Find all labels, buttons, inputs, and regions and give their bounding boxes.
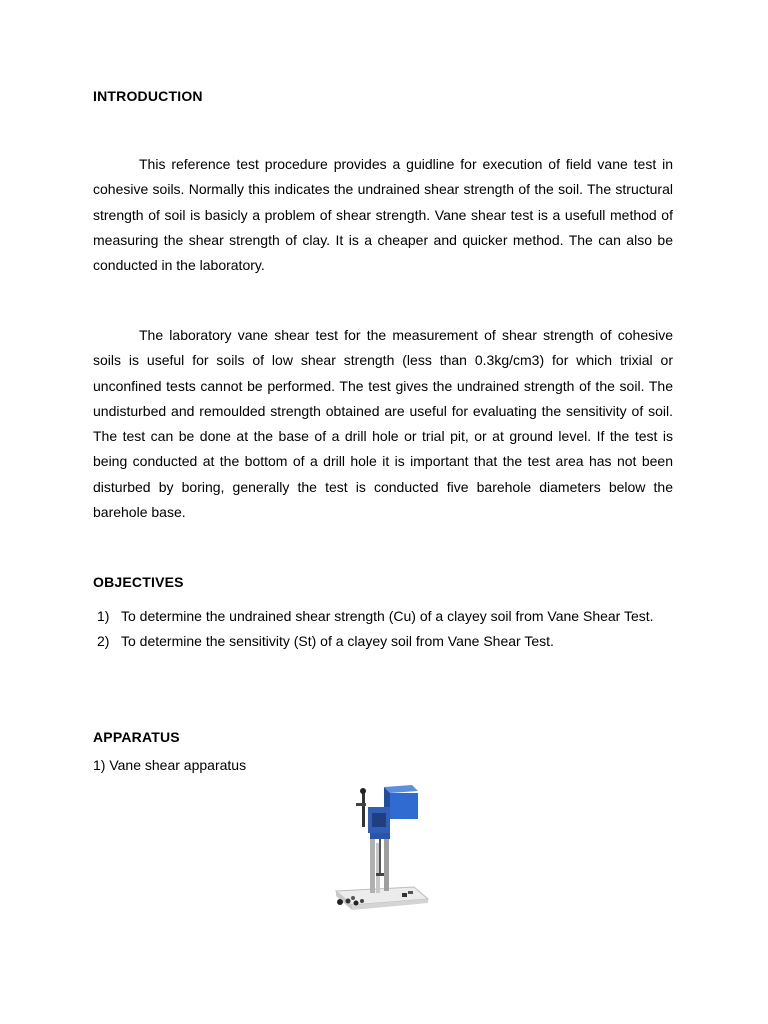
objective-number: 1) (97, 608, 110, 624)
objective-item (93, 604, 673, 629)
objective-text: To determine the undrained shear strength (Cu) of a clayey soil from Vane Shear Test. (121, 608, 654, 624)
apparatus-heading: APPARATUS (93, 729, 180, 745)
objectives-heading: OBJECTIVES (93, 574, 184, 590)
introduction-paragraph-1: This reference test procedure provides a guidline for execution of field vane test in cohesive soils. Normally this indicates the undrained shear strength of the soil. The structural strength of soil is basicly a problem of shear strength. Vane shear test is a usefull method of measuring the shear strength of clay. It is a cheaper and quicker method. The can also be conducted in the laboratory. (93, 156, 673, 274)
introduction-paragraph-2: The laboratory vane shear test for the measurement of shear strength of cohesive soils is useful for soils of low shear strength (less than 0.3kg/cm3) for which trixial or unconfined tests cannot be performed. The test gives the undrained strength of the soil. The undisturbed and remoulded strength obtained are useful for evaluating the sensitivity of soil. The test can be done at the base of a drill hole or trial pit, or at ground level. If the test is being conducted at the bottom of a drill hole it is important that the test area has not been disturbed by boring, generally the test is conducted five barehole diameters below the barehole base. (93, 327, 673, 521)
objective-number: 2) (97, 633, 110, 650)
introduction-heading: INTRODUCTION (93, 88, 203, 104)
objective-item (93, 629, 673, 654)
vane-shear-apparatus-image (296, 783, 444, 913)
objectives-list (93, 604, 673, 655)
objective-text: To determine the sensitivity (St) of a clayey soil from Vane Shear Test. (121, 633, 554, 650)
apparatus-item: 1) Vane shear apparatus (93, 757, 247, 773)
vane-shear-apparatus-illustration (296, 783, 444, 913)
